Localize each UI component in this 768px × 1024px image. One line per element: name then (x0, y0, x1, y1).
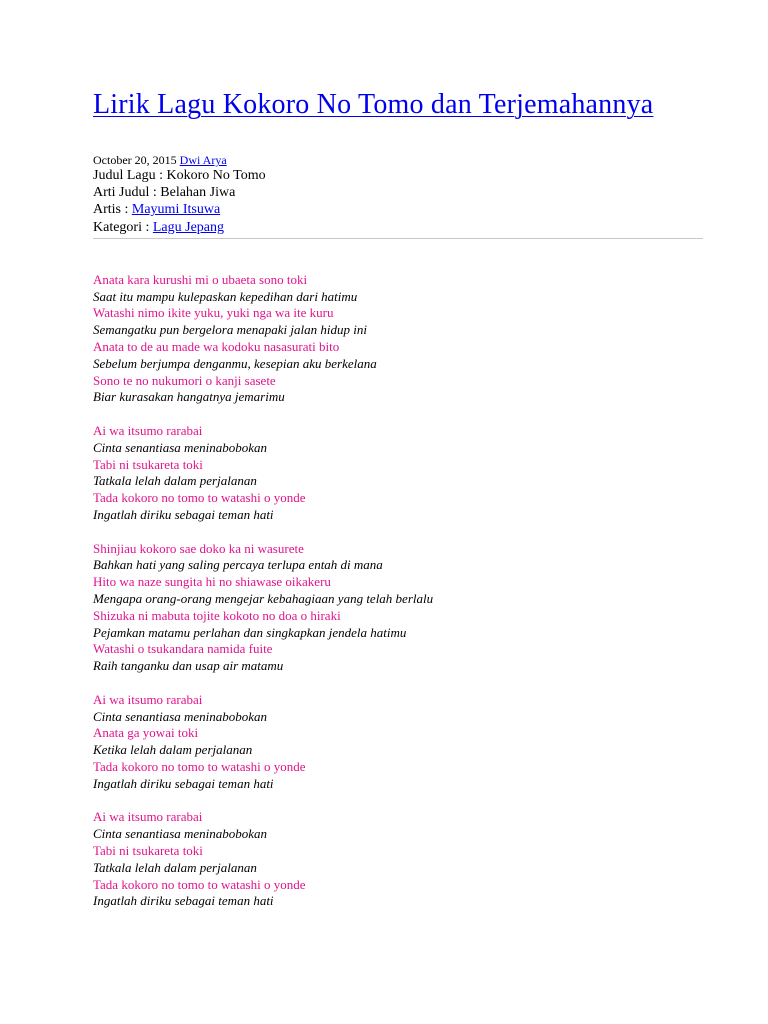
lyric-line-japanese: Ai wa itsumo rarabai (93, 809, 203, 825)
page-title (93, 88, 705, 122)
lyric-line-translation: Mengapa orang-orang mengejar kebahagiaan yang telah berlalu (93, 590, 434, 606)
lyric-line-japanese: Tada kokoro no tomo to watashi o yonde (93, 876, 306, 892)
lyric-line-japanese: Watashi nimo ikite yuku, yuki nga wa ite kuru (93, 305, 334, 321)
lyric-line-translation: Tatkala lelah dalam perjalanan (93, 473, 257, 489)
song-info (93, 167, 705, 236)
lyric-line-translation: Ingatlah diriku sebagai teman hati (93, 506, 274, 522)
lyric-line-japanese: Anata to de au made wa kodoku nasasurati bito (93, 339, 340, 354)
lyric-line-translation: Sebelum berjumpa denganmu, kesepian aku berkelana (93, 355, 377, 371)
stanza (93, 809, 705, 910)
post-meta (93, 153, 705, 167)
divider (93, 238, 703, 239)
lyric-line-japanese: Hito wa naze sungita hi no shiawase oikakeru (93, 574, 331, 590)
lyric-line-japanese: Tabi ni tsukareta toki (93, 842, 203, 858)
song-meaning-value: Belahan Jiwa (160, 185, 236, 201)
lyric-line-japanese: Shinjiau kokoro sae doko ka ni wasurete (93, 540, 304, 556)
category-row (93, 219, 705, 236)
title-link[interactable]: Lirik Lagu Kokoro No Tomo dan Terjemahannya (93, 89, 654, 120)
lyric-line-japanese: Anata ga yowai toki (93, 725, 199, 741)
song-meaning-label: Arti Judul : (93, 185, 161, 201)
lyric-line-translation: Ingatlah diriku sebagai teman hati (93, 893, 274, 909)
lyric-line-translation: Cinta senantiasa meninabobokan (93, 439, 268, 455)
lyric-line-translation: Raih tanganku dan usap air matamu (93, 658, 284, 674)
lyric-line-japanese: Sono te no nukumori o kanji sasete (93, 372, 276, 388)
lyric-line-japanese: Shizuka ni mabuta tojite kokoto no doa o hiraki (93, 607, 341, 623)
category-link[interactable]: Lagu Jepang (152, 219, 225, 235)
song-title-value: Kokoro No Tomo (166, 168, 266, 183)
lyric-line-japanese: Tabi ni tsukareta toki (93, 456, 203, 472)
lyric-line-translation: Semangatku pun bergelora menapaki jalan hidup ini (93, 322, 367, 338)
lyric-line-translation: Cinta senantiasa meninabobokan (93, 826, 268, 842)
lyric-line-japanese: Watashi o tsukandara namida fuite (93, 641, 273, 657)
lyric-line-japanese: Ai wa itsumo rarabai (93, 691, 203, 707)
song-meaning-row (93, 184, 705, 201)
lyric-line-japanese: Tada kokoro no tomo to watashi o yonde (93, 758, 306, 774)
category-label: Kategori : (93, 219, 153, 235)
lyric-line-translation: Tatkala lelah dalam perjalanan (93, 859, 257, 875)
author-link[interactable]: Dwi Arya (179, 153, 227, 167)
lyric-line-translation: Saat itu mampu kulepaskan kepedihan dari hatimu (93, 288, 358, 304)
lyric-line-translation: Biar kurasakan hangatnya jemarimu (93, 389, 285, 405)
song-title-row (93, 167, 705, 184)
stanza (93, 541, 705, 675)
post-date: October 20, 2015 (93, 153, 177, 167)
lyric-line-translation: Pejamkan matamu perlahan dan singkapkan jendela hatimu (93, 624, 407, 640)
lyric-line-translation: Bahkan hati yang saling percaya terlupa entah di mana (93, 557, 383, 573)
artist-label: Artis : (93, 202, 132, 218)
lyric-line-translation: Ingatlah diriku sebagai teman hati (93, 775, 274, 791)
song-title-label: Judul Lagu : (93, 168, 167, 183)
artist-row (93, 201, 705, 218)
stanza (93, 692, 705, 793)
lyric-line-japanese: Tada kokoro no tomo to watashi o yonde (93, 490, 306, 506)
stanza (93, 423, 705, 524)
lyric-line-japanese: Anata kara kurushi mi o ubaeta sono toki (93, 271, 308, 287)
lyric-line-japanese: Ai wa itsumo rarabai (93, 422, 203, 438)
article (93, 88, 705, 927)
artist-link[interactable]: Mayumi Itsuwa (131, 202, 221, 218)
lyrics (93, 272, 705, 910)
lyric-line-translation: Cinta senantiasa meninabobokan (93, 708, 268, 724)
lyric-line-translation: Ketika lelah dalam perjalanan (93, 742, 253, 758)
stanza (93, 272, 705, 406)
